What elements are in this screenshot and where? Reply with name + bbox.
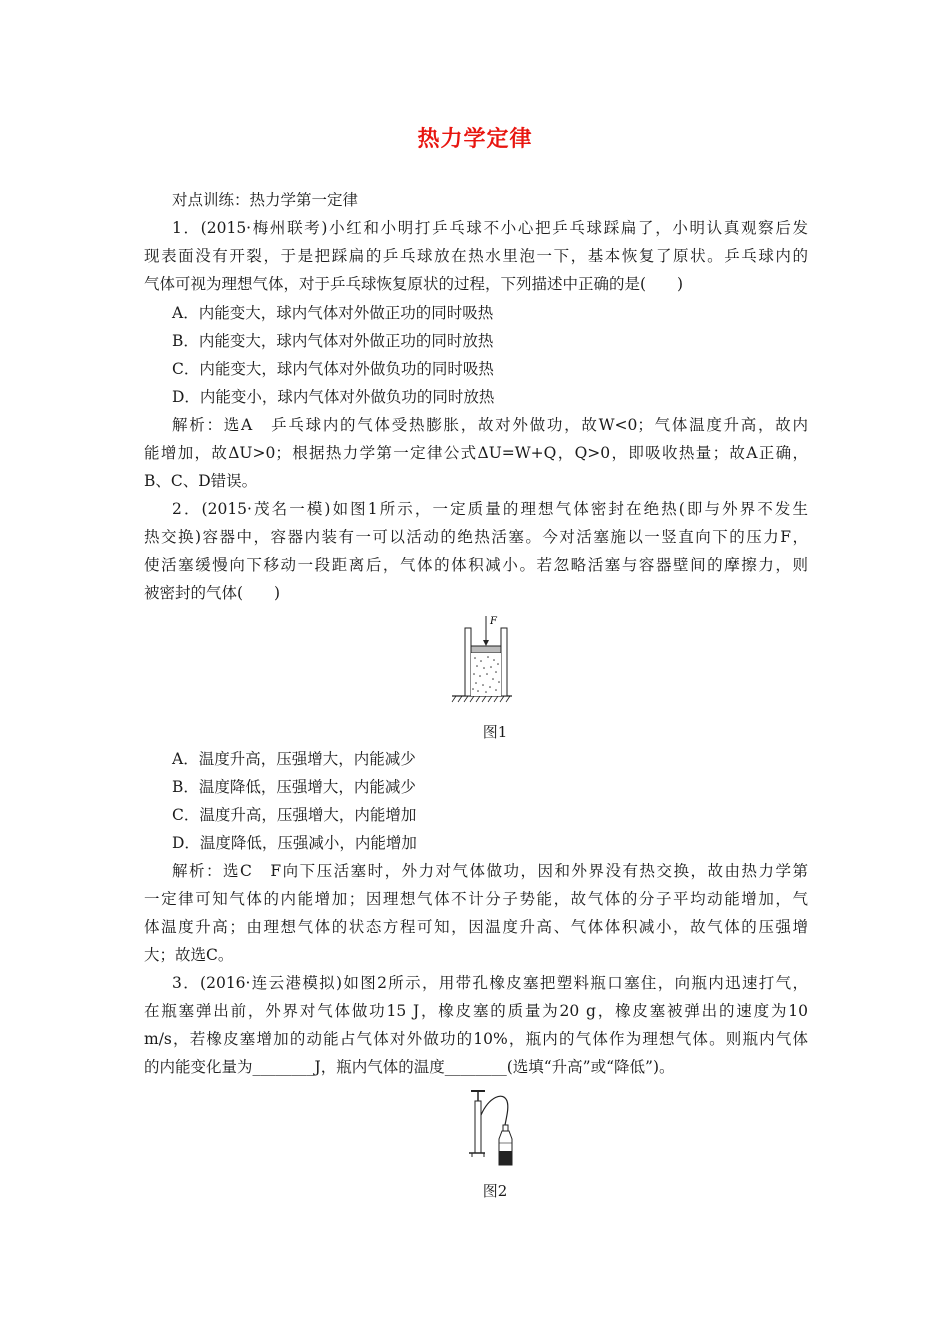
figure-1-force-label: F: [490, 616, 497, 627]
q1-option-a: A．内能变大，球内气体对外做正功的同时吸热: [172, 304, 494, 322]
q2-analysis-line: 体温度升高；由理想气体的状态方程可知，因温度升高、气体体积减小，故气体的压强增: [144, 918, 808, 936]
q2-option-b: B．温度降低，压强增大，内能减少: [172, 778, 416, 796]
q1-option-b: B．内能变大，球内气体对外做正功的同时放热: [172, 332, 494, 350]
q2-analysis-line: 一定律可知气体的内能增加；因理想气体不计分子势能，故气体的分子平均动能增加，气: [144, 890, 808, 908]
figure-1-piston-container: [448, 612, 518, 704]
q2-analysis-line: 解析：选C F向下压活塞时，外力对气体做功，因和外界没有热交换，故由热力学第: [172, 862, 808, 880]
q1-option-c: C．内能变大，球内气体对外做负功的同时吸热: [172, 360, 494, 378]
q1-analysis-line: 解析：选A 乒乓球内的气体受热膨胀，故对外做功，故W<0；气体温度升高，故内: [172, 416, 808, 434]
q1-analysis-line: B、C、D错误。: [144, 472, 258, 490]
q1-line: 气体可视为理想气体，对于乒乓球恢复原状的过程，下列描述中正确的是( ): [144, 275, 684, 293]
q1-option-d: D．内能变小，球内气体对外做负功的同时放热: [172, 388, 495, 406]
section-heading: 对点训练：热力学第一定律: [172, 191, 359, 209]
q1-analysis-line: 能增加，故ΔU>0；根据热力学第一定律公式ΔU=W+Q，Q>0，即吸收热量；故A正确，: [144, 444, 808, 462]
q2-option-c: C．温度升高，压强增大，内能增加: [172, 806, 417, 824]
q2-line: 使活塞缓慢向下移动一段距离后，气体的体积减小。若忽略活塞与容器壁间的摩擦力，则: [144, 556, 808, 574]
figure-2-caption: 图2: [482, 1182, 508, 1200]
q1-line: 现表面没有开裂，于是把踩扁的乒乓球放在热水里泡一下，基本恢复了原状。乒乓球内的: [144, 247, 808, 265]
q3-line: 的内能变化量为________J，瓶内气体的温度________(选填“升高”或“降低”)。: [144, 1058, 675, 1076]
q2-option-d: D．温度降低，压强减小，内能增加: [172, 834, 417, 852]
q3-line: m/s，若橡皮塞增加的动能占气体对外做功的10%，瓶内的气体作为理想气体。则瓶内气体: [144, 1030, 808, 1048]
q3-line: 在瓶塞弹出前，外界对气体做功15 J，橡皮塞的质量为20 g，橡皮塞被弹出的速度为10: [144, 1002, 808, 1020]
figure-1-caption: 图1: [482, 723, 508, 741]
q1-line: 1．(2015·梅州联考)小红和小明打乒乓球不小心把乒乓球踩扁了，小明认真观察后发: [172, 219, 808, 237]
q2-line: 被密封的气体( ): [144, 584, 281, 602]
q2-line: 2．(2015·茂名一模)如图1所示，一定质量的理想气体密封在绝热(即与外界不发生: [172, 500, 808, 518]
q2-analysis-line: 大；故选C。: [144, 946, 234, 964]
q3-line: 3．(2016·连云港模拟)如图2所示，用带孔橡皮塞把塑料瓶口塞住，向瓶内迅速打气，: [172, 974, 808, 992]
figure-2-pump-bottle: [463, 1085, 529, 1169]
q2-option-a: A．温度升高，压强增大，内能减少: [172, 750, 416, 768]
page-title: 热力学定律: [417, 126, 533, 152]
q2-line: 热交换)容器中，容器内装有一可以活动的绝热活塞。今对活塞施以一竖直向下的压力F，: [144, 528, 808, 546]
